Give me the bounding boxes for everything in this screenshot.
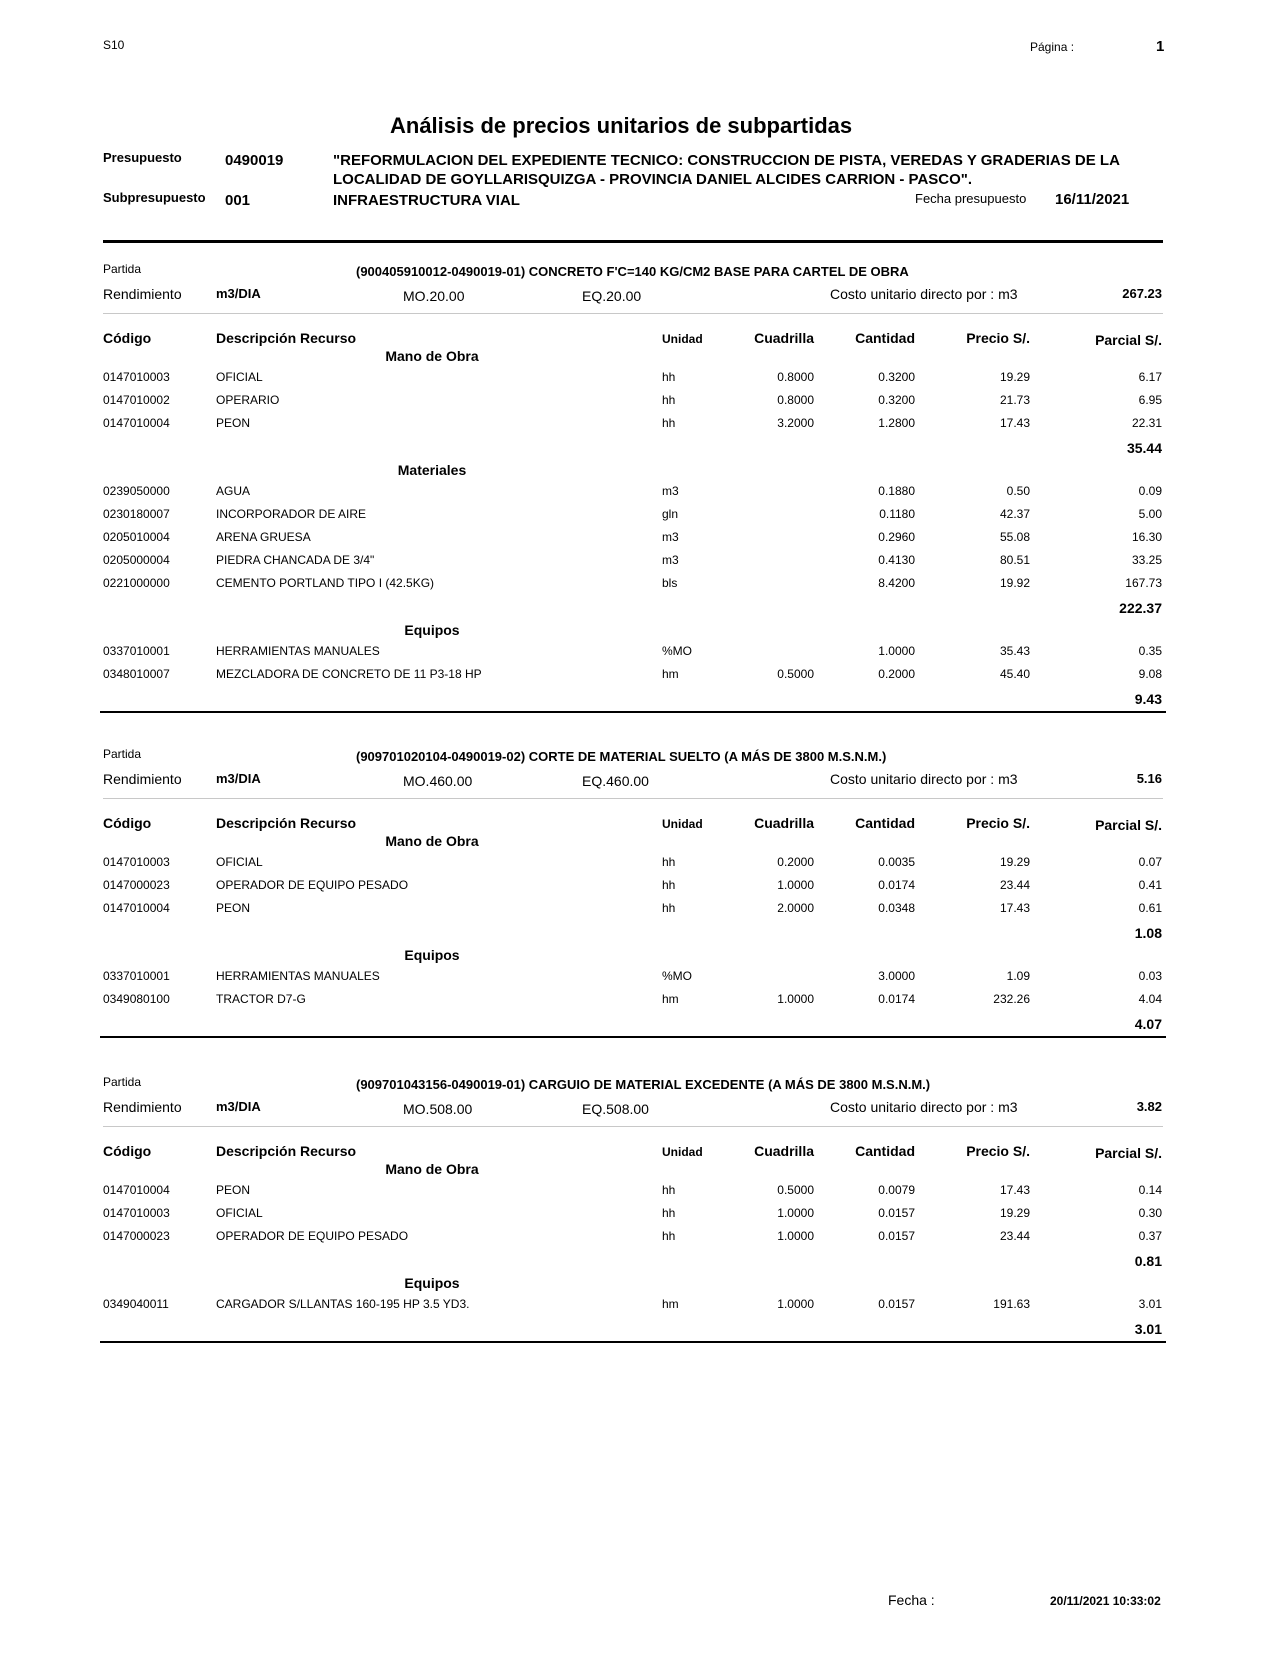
eq-value: EQ.508.00 xyxy=(582,1101,649,1117)
row-cuadrilla: 1.0000 xyxy=(777,1297,814,1311)
table-row xyxy=(0,1183,1280,1205)
page-label: Página : xyxy=(1030,40,1075,54)
row-parcial: 0.61 xyxy=(1138,901,1162,915)
rendimiento-label: Rendimiento xyxy=(103,771,182,787)
row-codigo: 0221000000 xyxy=(103,576,170,590)
row-unidad: hh xyxy=(662,878,676,892)
costo-value: 5.16 xyxy=(1136,771,1162,786)
row-parcial: 3.01 xyxy=(1138,1297,1162,1311)
row-cuadrilla: 1.0000 xyxy=(777,1229,814,1243)
costo-label: Costo unitario directo por : m3 xyxy=(830,286,1018,302)
row-parcial: 22.31 xyxy=(1131,416,1162,430)
row-precio: 0.50 xyxy=(1006,484,1030,498)
partida-label: Partida xyxy=(103,262,142,276)
presupuesto-label: Presupuesto xyxy=(103,150,182,165)
mo-value: MO.460.00 xyxy=(403,773,473,789)
group-subtotal: 0.81 xyxy=(1134,1253,1162,1269)
row-precio: 21.73 xyxy=(999,393,1030,407)
costo-value: 267.23 xyxy=(1122,286,1162,301)
table-row xyxy=(0,667,1280,689)
mo-value: MO.508.00 xyxy=(403,1101,473,1117)
system-label: S10 xyxy=(103,38,125,52)
row-parcial: 0.07 xyxy=(1138,855,1162,869)
section-divider xyxy=(103,313,1163,314)
row-cantidad: 0.1880 xyxy=(878,484,915,498)
row-cantidad: 1.0000 xyxy=(878,644,915,658)
rendimiento-unit: m3/DIA xyxy=(216,1099,261,1114)
table-row xyxy=(0,1206,1280,1228)
row-cuadrilla: 1.0000 xyxy=(777,878,814,892)
row-precio: 23.44 xyxy=(999,1229,1030,1243)
row-codigo: 0205010004 xyxy=(103,530,170,544)
row-precio: 42.37 xyxy=(999,507,1030,521)
row-precio: 17.43 xyxy=(999,1183,1030,1197)
col-descripcion: Descripción Recurso xyxy=(216,815,357,831)
row-cantidad: 0.0157 xyxy=(878,1297,915,1311)
col-cuadrilla: Cuadrilla xyxy=(754,1143,814,1159)
col-parcial: Parcial S/. xyxy=(1095,817,1162,833)
row-precio: 55.08 xyxy=(999,530,1030,544)
row-codigo: 0337010001 xyxy=(103,644,170,658)
group-title: Equipos xyxy=(404,947,460,963)
table-row xyxy=(0,416,1280,438)
partida-label: Partida xyxy=(103,747,142,761)
row-descripcion: PEON xyxy=(216,901,251,915)
row-unidad: hh xyxy=(662,393,676,407)
row-codigo: 0147000023 xyxy=(103,1229,170,1243)
partida-title: (909701020104-0490019-02) CORTE DE MATERIAL SUELTO (A MÁS DE 3800 M.S.N.M.) xyxy=(356,749,887,764)
table-row xyxy=(0,901,1280,923)
group-subtotal: 9.43 xyxy=(1134,691,1162,707)
table-row xyxy=(0,370,1280,392)
table-row xyxy=(0,878,1280,900)
row-codigo: 0147000023 xyxy=(103,878,170,892)
row-precio: 23.44 xyxy=(999,878,1030,892)
section-divider xyxy=(103,798,1163,799)
row-parcial: 33.25 xyxy=(1131,553,1162,567)
row-descripcion: MEZCLADORA DE CONCRETO DE 11 P3-18 HP xyxy=(216,667,482,681)
row-descripcion: TRACTOR D7-G xyxy=(216,992,306,1006)
row-cantidad: 0.4130 xyxy=(878,553,915,567)
row-parcial: 0.09 xyxy=(1138,484,1162,498)
table-row xyxy=(0,992,1280,1014)
row-cantidad: 3.0000 xyxy=(878,969,915,983)
col-descripcion: Descripción Recurso xyxy=(216,1143,357,1159)
subpresupuesto-description: INFRAESTRUCTURA VIAL xyxy=(333,192,520,209)
section-bottom-rule xyxy=(100,1036,1166,1038)
row-codigo: 0337010001 xyxy=(103,969,170,983)
row-precio: 19.29 xyxy=(999,1206,1030,1220)
row-cantidad: 1.2800 xyxy=(878,416,915,430)
row-descripcion: OPERARIO xyxy=(216,393,280,407)
row-codigo: 0239050000 xyxy=(103,484,170,498)
row-parcial: 0.30 xyxy=(1138,1206,1162,1220)
row-cantidad: 0.0174 xyxy=(878,992,915,1006)
footer-fecha-value: 20/11/2021 10:33:02 xyxy=(1050,1594,1161,1608)
presupuesto-description: "REFORMULACION DEL EXPEDIENTE TECNICO: CONSTRUCCION DE PISTA, VEREDAS Y GRADERIAS DE LA LOCALIDAD DE GOYLLARISQUIZGA - PROVINCIA DANIEL ALCIDES CARRION - PASCO". xyxy=(333,152,1120,188)
row-parcial: 0.37 xyxy=(1138,1229,1162,1243)
row-parcial: 16.30 xyxy=(1131,530,1162,544)
row-descripcion: HERRAMIENTAS MANUALES xyxy=(216,644,380,658)
mo-value: MO.20.00 xyxy=(403,288,465,304)
group-title: Equipos xyxy=(404,622,460,638)
table-row xyxy=(0,484,1280,506)
row-unidad: hh xyxy=(662,1206,676,1220)
costo-label: Costo unitario directo por : m3 xyxy=(830,771,1018,787)
table-row xyxy=(0,507,1280,529)
group-subtotal: 222.37 xyxy=(1119,600,1162,616)
row-parcial: 6.17 xyxy=(1138,370,1162,384)
subpresupuesto-label: Subpresupuesto xyxy=(103,190,206,205)
row-precio: 19.29 xyxy=(999,370,1030,384)
col-codigo: Código xyxy=(103,330,152,346)
col-unidad: Unidad xyxy=(662,817,703,831)
row-precio: 1.09 xyxy=(1006,969,1030,983)
col-cantidad: Cantidad xyxy=(855,815,915,831)
row-cantidad: 0.1180 xyxy=(879,507,915,521)
col-codigo: Código xyxy=(103,815,152,831)
row-unidad: m3 xyxy=(662,553,679,567)
rendimiento-label: Rendimiento xyxy=(103,286,182,302)
row-parcial: 0.41 xyxy=(1138,878,1162,892)
row-precio: 19.29 xyxy=(999,855,1030,869)
partida-title: (900405910012-0490019-01) CONCRETO F'C=140 KG/CM2 BASE PARA CARTEL DE OBRA xyxy=(356,264,909,279)
table-row xyxy=(0,553,1280,575)
col-cuadrilla: Cuadrilla xyxy=(754,330,814,346)
row-descripcion: PEON xyxy=(216,1183,251,1197)
group-title: Mano de Obra xyxy=(385,348,479,364)
col-cuadrilla: Cuadrilla xyxy=(754,815,814,831)
group-title: Mano de Obra xyxy=(385,833,479,849)
group-title: Materiales xyxy=(397,462,467,478)
row-cantidad: 0.2960 xyxy=(878,530,915,544)
row-codigo: 0147010004 xyxy=(103,901,170,915)
group-title: Equipos xyxy=(404,1275,460,1291)
row-cuadrilla: 0.5000 xyxy=(777,667,814,681)
row-descripcion: OFICIAL xyxy=(216,370,263,384)
row-codigo: 0349040011 xyxy=(103,1297,169,1311)
row-unidad: bls xyxy=(662,576,678,590)
row-unidad: hm xyxy=(662,1297,679,1311)
col-unidad: Unidad xyxy=(662,1145,703,1159)
group-subtotal: 4.07 xyxy=(1134,1016,1162,1032)
row-cantidad: 0.0157 xyxy=(878,1206,915,1220)
row-precio: 232.26 xyxy=(993,992,1030,1006)
row-cuadrilla: 1.0000 xyxy=(777,1206,814,1220)
row-codigo: 0205000004 xyxy=(103,553,170,567)
col-cantidad: Cantidad xyxy=(855,1143,915,1159)
table-row xyxy=(0,969,1280,991)
row-unidad: hm xyxy=(662,992,679,1006)
row-codigo: 0230180007 xyxy=(103,507,170,521)
row-cuadrilla: 0.8000 xyxy=(777,370,814,384)
row-descripcion: CEMENTO PORTLAND TIPO I (42.5KG) xyxy=(216,576,435,590)
row-unidad: %MO xyxy=(662,969,692,983)
partida-label: Partida xyxy=(103,1075,142,1089)
section-bottom-rule xyxy=(100,711,1166,713)
row-precio: 17.43 xyxy=(999,416,1030,430)
rendimiento-unit: m3/DIA xyxy=(216,286,261,301)
group-subtotal: 1.08 xyxy=(1134,925,1162,941)
fecha-presupuesto-label: Fecha presupuesto xyxy=(915,191,1027,206)
col-cantidad: Cantidad xyxy=(855,330,915,346)
header-divider xyxy=(103,240,1163,243)
col-parcial: Parcial S/. xyxy=(1095,332,1162,348)
row-precio: 17.43 xyxy=(999,901,1030,915)
table-row xyxy=(0,644,1280,666)
rendimiento-unit: m3/DIA xyxy=(216,771,261,786)
group-subtotal: 35.44 xyxy=(1126,440,1162,456)
row-cuadrilla: 0.2000 xyxy=(777,855,814,869)
col-parcial: Parcial S/. xyxy=(1095,1145,1162,1161)
eq-value: EQ.460.00 xyxy=(582,773,649,789)
eq-value: EQ.20.00 xyxy=(582,288,642,304)
group-title: Mano de Obra xyxy=(385,1161,479,1177)
row-unidad: hh xyxy=(662,855,676,869)
table-row xyxy=(0,530,1280,552)
row-precio: 191.63 xyxy=(993,1297,1030,1311)
row-descripcion: INCORPORADOR DE AIRE xyxy=(216,507,367,521)
costo-label: Costo unitario directo por : m3 xyxy=(830,1099,1018,1115)
col-precio: Precio S/. xyxy=(966,1143,1030,1159)
row-descripcion: PIEDRA CHANCADA DE 3/4" xyxy=(216,553,375,567)
row-descripcion: AGUA xyxy=(216,484,251,498)
row-parcial: 4.04 xyxy=(1138,992,1162,1006)
row-codigo: 0147010002 xyxy=(103,393,170,407)
row-codigo: 0147010003 xyxy=(103,370,170,384)
row-cantidad: 8.4200 xyxy=(878,576,915,590)
row-cuadrilla: 2.0000 xyxy=(777,901,814,915)
row-descripcion: OFICIAL xyxy=(216,1206,263,1220)
row-cantidad: 0.3200 xyxy=(878,370,915,384)
row-unidad: hh xyxy=(662,1229,676,1243)
row-precio: 19.92 xyxy=(999,576,1030,590)
row-unidad: hm xyxy=(662,667,679,681)
row-parcial: 6.95 xyxy=(1138,393,1162,407)
row-cantidad: 0.0157 xyxy=(878,1229,915,1243)
table-row xyxy=(0,1297,1280,1319)
row-descripcion: OPERADOR DE EQUIPO PESADO xyxy=(216,1229,409,1243)
table-row xyxy=(0,1229,1280,1251)
table-row xyxy=(0,393,1280,415)
row-unidad: hh xyxy=(662,416,676,430)
row-descripcion: PEON xyxy=(216,416,251,430)
group-subtotal: 3.01 xyxy=(1134,1321,1162,1337)
row-descripcion: ARENA GRUESA xyxy=(216,530,311,544)
row-codigo: 0147010003 xyxy=(103,1206,170,1220)
row-parcial: 0.35 xyxy=(1138,644,1162,658)
row-cantidad: 0.0079 xyxy=(878,1183,915,1197)
row-descripcion: OFICIAL xyxy=(216,855,263,869)
row-cantidad: 0.0348 xyxy=(878,901,915,915)
col-codigo: Código xyxy=(103,1143,152,1159)
row-descripcion: HERRAMIENTAS MANUALES xyxy=(216,969,380,983)
col-descripcion: Descripción Recurso xyxy=(216,330,357,346)
row-cantidad: 0.0035 xyxy=(878,855,915,869)
row-unidad: %MO xyxy=(662,644,692,658)
partida-title: (909701043156-0490019-01) CARGUIO DE MATERIAL EXCEDENTE (A MÁS DE 3800 M.S.N.M.) xyxy=(356,1077,931,1092)
table-row xyxy=(0,576,1280,598)
row-parcial: 0.14 xyxy=(1138,1183,1162,1197)
row-precio: 45.40 xyxy=(999,667,1030,681)
col-unidad: Unidad xyxy=(662,332,703,346)
col-precio: Precio S/. xyxy=(966,815,1030,831)
row-unidad: hh xyxy=(662,370,676,384)
document-title: Análisis de precios unitarios de subpartidas xyxy=(390,113,853,138)
row-codigo: 0147010004 xyxy=(103,416,170,430)
row-parcial: 5.00 xyxy=(1138,507,1162,521)
row-codigo: 0348010007 xyxy=(103,667,170,681)
row-unidad: hh xyxy=(662,1183,676,1197)
table-row xyxy=(0,855,1280,877)
row-parcial: 0.03 xyxy=(1138,969,1162,983)
row-unidad: m3 xyxy=(662,530,679,544)
row-parcial: 9.08 xyxy=(1138,667,1162,681)
presupuesto-code: 0490019 xyxy=(225,152,284,169)
row-codigo: 0147010003 xyxy=(103,855,170,869)
row-precio: 35.43 xyxy=(999,644,1030,658)
rendimiento-label: Rendimiento xyxy=(103,1099,182,1115)
row-cuadrilla: 0.5000 xyxy=(777,1183,814,1197)
row-unidad: hh xyxy=(662,901,676,915)
section-divider xyxy=(103,1126,1163,1127)
row-cuadrilla: 1.0000 xyxy=(777,992,814,1006)
row-descripcion: CARGADOR S/LLANTAS 160-195 HP 3.5 YD3. xyxy=(216,1297,470,1311)
page-number: 1 xyxy=(1156,38,1165,55)
fecha-presupuesto-value: 16/11/2021 xyxy=(1055,191,1130,208)
subpresupuesto-code: 001 xyxy=(225,192,251,209)
costo-value: 3.82 xyxy=(1136,1099,1162,1114)
footer-fecha-label: Fecha : xyxy=(888,1592,935,1608)
row-codigo: 0349080100 xyxy=(103,992,170,1006)
row-precio: 80.51 xyxy=(999,553,1030,567)
row-parcial: 167.73 xyxy=(1125,576,1162,590)
col-precio: Precio S/. xyxy=(966,330,1030,346)
row-cuadrilla: 3.2000 xyxy=(777,416,814,430)
row-cantidad: 0.2000 xyxy=(878,667,915,681)
section-bottom-rule xyxy=(100,1341,1166,1343)
row-cuadrilla: 0.8000 xyxy=(777,393,814,407)
row-cantidad: 0.3200 xyxy=(878,393,915,407)
row-unidad: m3 xyxy=(662,484,679,498)
row-codigo: 0147010004 xyxy=(103,1183,170,1197)
row-descripcion: OPERADOR DE EQUIPO PESADO xyxy=(216,878,409,892)
row-cantidad: 0.0174 xyxy=(878,878,915,892)
row-unidad: gln xyxy=(662,507,679,521)
